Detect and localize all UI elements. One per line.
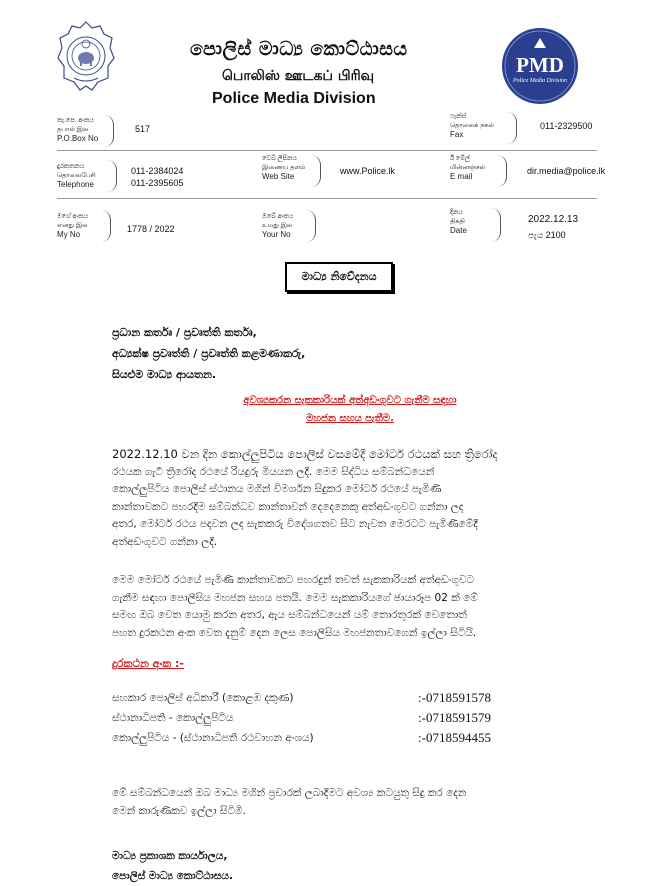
contact-name: සහකාර පොලිස් අධිකාරී (කොළඹ දකුණ) (112, 692, 294, 704)
paragraph-line: මේ සම්බන්ධයෙන් ඔබ මාධ්‍ය මගින් ප්‍රචාරක් ලබාදීමට අවශ්‍ය කටයුතු සිදු කර දෙන (112, 787, 467, 799)
divider-line (57, 198, 597, 199)
date-brace (490, 208, 501, 242)
telephone-brace (106, 160, 117, 192)
fax-value: 011-2329500 (540, 121, 593, 131)
paragraph-line: මෙම මෝටර් රථයේ පැමිණි කාන්තාවකට පහරදුන් තවත් සැකකාරියක් අත්අඩංගුවට (112, 574, 475, 586)
pmd-logo-text: PMD (516, 53, 564, 77)
divider-line (57, 150, 597, 151)
pobox-brace (103, 115, 114, 147)
police-crest-logo (56, 20, 116, 94)
signature-block (112, 846, 233, 886)
closing-paragraph (112, 785, 609, 820)
paragraph-line: රථයක ගැටී ත්‍රිරෝද රථයේ රියදුරු මියයන ලදී. මෙම සිද්ධිය සම්බන්ධයෙන් (112, 465, 435, 478)
paragraph-line: පහත දුරකථන අංක වෙත දැනුම් දෙන ලෙස පොලිසිය මහජනතාවගෙන් ඉල්ලා සිටියි. (112, 626, 477, 639)
paragraph-line: කාන්තාවකට පහරදීම සම්බන්ධව කාන්තාවන් දෙදෙනෙකු අත්අඩංගුවට ගන්නා ලද (112, 500, 464, 513)
website-value: www.Police.lk (340, 166, 396, 176)
recipient-line: ප්‍රධාන කර්තෘ / ප්‍රවෘත්ති කර්තෘ, (112, 326, 257, 339)
title-tamil: பொலிஸ் ஊடகப் பிரிவு (222, 68, 375, 84)
paragraph-2 (112, 572, 609, 642)
date-label: දිනය திகதி Date (450, 209, 467, 235)
pmd-logo (500, 26, 580, 106)
media-release-heading-text: මාධ්‍ය නිවේදනය (301, 270, 377, 283)
telephone-value-1: 011-2384024 (131, 166, 184, 176)
contact-name: ස්ථානාධිපති - කොල්ලුපිටිය (112, 712, 234, 724)
signature-line: පොලිස් මාධ්‍ය කොට්ඨාසය. (112, 870, 233, 882)
website-brace (310, 155, 321, 187)
paragraph-line: අතර, මෝටර් රථය පදවන ලද සැකකරු විදේශගතව සිට නැවත මෙරටට පැමිණීමේදී (112, 518, 478, 530)
title-sinhala: පොලිස් මාධ්‍ය කොට්ඨාසය (190, 38, 408, 60)
recipients-block (112, 322, 305, 385)
pobox-label: තැ.පෙ. අංකය தபால் இல P.O.Box No (57, 117, 99, 143)
email-value: dir.media@police.lk (527, 166, 606, 176)
email-brace (496, 155, 507, 187)
paragraph-line: අත්අඩංගුවට ගන්නා ලදී. (112, 535, 218, 548)
pmd-logo-subtext: Police Media Division (513, 78, 567, 84)
email-label: ඊ මේල් மின்னஞ்சல் E mail (450, 155, 485, 181)
recipient-line: සියළුම මාධ්‍ය ආයතන. (112, 368, 217, 381)
recipient-line: අධ්‍යක්ෂ ප්‍රවෘත්ති / ප්‍රවෘත්ති කළමණාකරු, (112, 347, 306, 360)
media-release-heading (285, 262, 393, 292)
title-english: Police Media Division (212, 90, 376, 107)
pobox-value: 517 (135, 124, 151, 134)
subject-line-2: මහජන සහය පැතීම. (306, 413, 394, 424)
yourno-label: ඔබේ අංකය உமது இல Your No (262, 213, 294, 239)
paragraph-line: ගැනීම සඳහා පොලීසිය මහජන සහය පතයි. මෙම සැකකාරියගේ ඡායාරූප 02 ක් මේ (112, 591, 478, 604)
paragraph-line: සමඟ ඔබ වෙත යොමු කරන අතර, ඇය සම්බන්ධයෙන් යම් තොරතුරක් වෙතොත් (112, 609, 467, 621)
contact-phone: :-0718594455 (418, 730, 491, 745)
website-label: වෙබ් ලිපිනය இணைய தளம் Web Site (262, 155, 306, 181)
paragraph-line: 2022.12.10 වන දින කොල්ලුපිටිය පොලිස් වසමේදී මෝටර් රථයක් සහ ත්‍රිරෝද (112, 447, 498, 461)
myno-label: මගේ අංකය எனது இல My No (57, 213, 89, 239)
phones-heading: දුරකථන අංක :- (112, 657, 184, 670)
fax-label: ෆැක්ස් தொலைக் நகல் Fax (450, 113, 494, 139)
subject-line-1: අවශ්‍යකරන සැකකාරියක් අත්අඩංගුවට ගැනීම සඳහා (243, 395, 457, 406)
date-value: 2022.12.13 (528, 214, 579, 225)
myno-brace (100, 210, 111, 242)
paragraph-line: කොල්ලුපිටිය පොලිස් ස්ථානය මගින් විමර්ශන සිදුකර මෝටර් රථයේ පැමිණි (112, 483, 442, 495)
contact-phone: :-0718591578 (418, 690, 491, 705)
signature-line: මාධ්‍ය ප්‍රකාශක කාර්යාලය, (112, 850, 228, 862)
paragraph-1 (112, 446, 609, 551)
myno-value: 1778 / 2022 (127, 224, 175, 234)
telephone-label: දුරකතනය தொலைபேசி Telephone (57, 163, 96, 189)
contact-name: කොල්ලුපිටිය - (ස්ථානාධිපති රථවාහන අංශය) (112, 732, 314, 744)
paragraph-line: මෙන් කාරුණිකව ඉල්ලා සිටිමි. (112, 804, 246, 817)
telephone-value-2: 011-2395605 (131, 178, 184, 188)
time-value: පැය 2100 (528, 230, 566, 240)
contact-phone: :-0718591579 (418, 710, 491, 725)
yourno-brace (305, 210, 316, 242)
fax-brace (506, 112, 517, 144)
